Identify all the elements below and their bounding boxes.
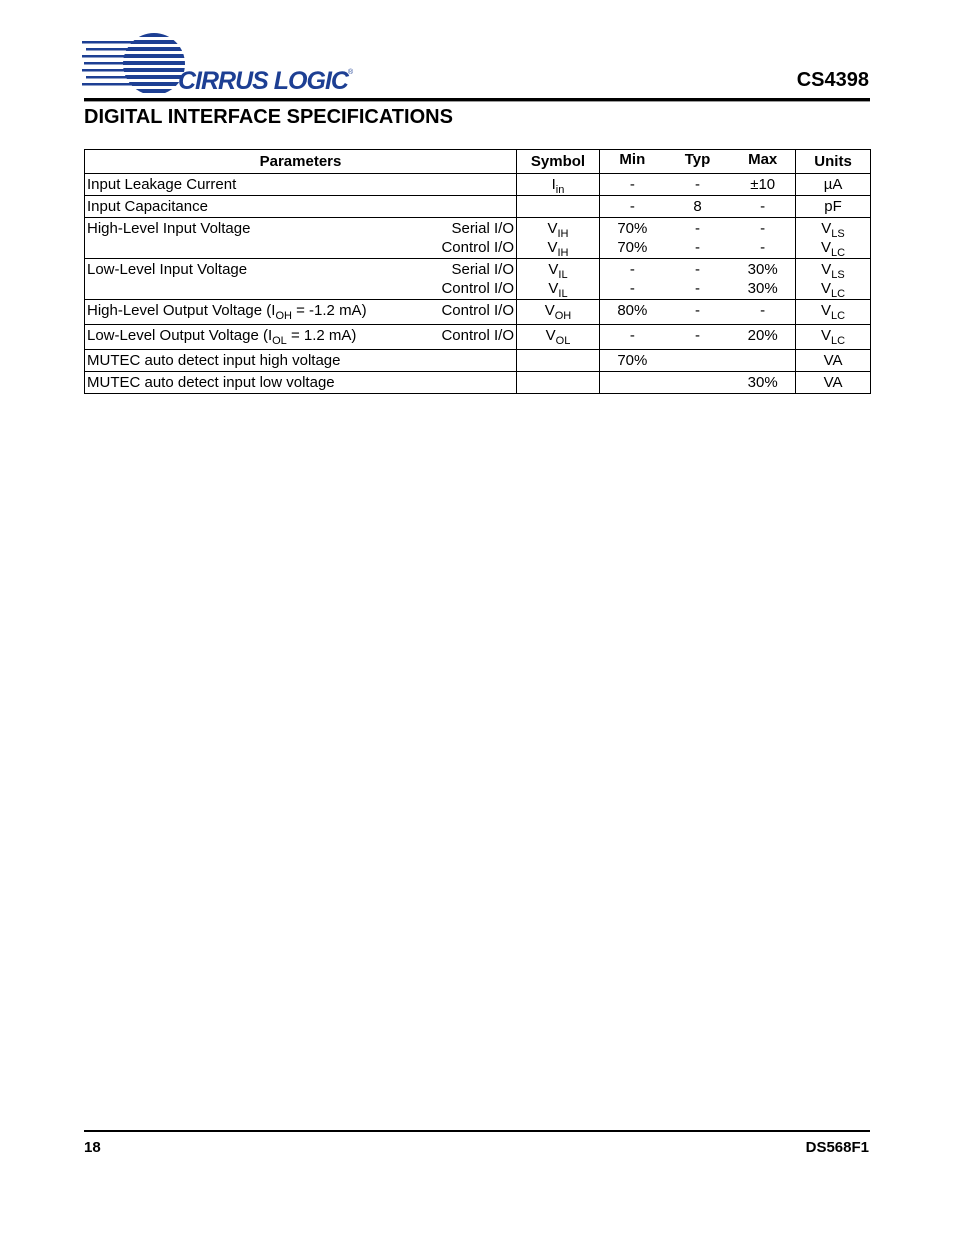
- document-id: DS568F1: [805, 1139, 869, 1156]
- table-header-row: [85, 150, 871, 174]
- values-cell: [600, 350, 796, 372]
- header-min: Min: [619, 151, 646, 168]
- header-typ: Typ: [684, 151, 711, 168]
- param-cell: [85, 218, 517, 259]
- values-cell: [600, 259, 796, 300]
- param-label: Input Capacitance: [87, 198, 208, 215]
- unit-cell: $V_{LS}$ $V_{LC}$: [796, 218, 871, 259]
- section-title: DIGITAL INTERFACE SPECIFICATIONS: [84, 106, 453, 128]
- symbol-cell: [517, 350, 600, 372]
- min-value: 70% 70%: [617, 220, 648, 256]
- min-value: -: [629, 176, 635, 193]
- symbol-cell: $V_{OH}$: [517, 300, 600, 325]
- typ-value: [665, 351, 731, 370]
- values-cell: [600, 300, 796, 325]
- page-number: 18: [84, 1139, 101, 1156]
- symbol-cell: $V_{IL}$ $V_{IL}$: [517, 259, 600, 300]
- table-row: [85, 325, 871, 350]
- symbol-cell: $V_{IH}$ $V_{IH}$: [517, 218, 600, 259]
- max-value: [730, 351, 795, 370]
- max-value: - -: [760, 220, 766, 256]
- max-value: 30% 30%: [747, 261, 778, 297]
- unit-cell: µA: [796, 174, 871, 196]
- param-label: High-Level Output Voltage ($I_{OH} = -1.2$ mA): [87, 302, 367, 322]
- cirrus-logic-logo: [82, 33, 357, 95]
- typ-value: 8: [693, 198, 702, 215]
- unit-cell: VA: [796, 372, 871, 394]
- param-cell: [85, 372, 517, 394]
- values-cell: [600, 196, 796, 218]
- symbol-cell: $V_{OL}$: [517, 325, 600, 350]
- min-value: 80%: [617, 302, 648, 319]
- condition-label: Control I/O: [441, 327, 514, 344]
- condition-label: Serial I/O Control I/O: [441, 220, 514, 256]
- table-row: [85, 350, 871, 372]
- param-cell: [85, 350, 517, 372]
- header-min-typ-max: [600, 150, 796, 174]
- header-max: Max: [748, 151, 778, 168]
- part-number: CS4398: [796, 69, 869, 91]
- max-value: -: [760, 198, 766, 215]
- table-row: [85, 174, 871, 196]
- table-row: [85, 300, 871, 325]
- param-cell: [85, 325, 517, 350]
- param-label: Input Leakage Current: [87, 176, 237, 193]
- header-units: Units: [796, 150, 871, 174]
- param-label: MUTEC auto detect input high voltage: [87, 352, 341, 369]
- header-parameters: Parameters: [85, 150, 517, 174]
- table-row: [85, 218, 871, 259]
- param-cell: [85, 174, 517, 196]
- typ-value: [665, 373, 731, 392]
- unit-cell: $V_{LS}$ $V_{LC}$: [796, 259, 871, 300]
- svg-text:®: ®: [348, 69, 354, 76]
- symbol-cell: $I_{in}$: [517, 174, 600, 196]
- param-label: MUTEC auto detect input low voltage: [87, 374, 335, 391]
- unit-cell: $V_{LC}$: [796, 325, 871, 350]
- max-value: ±10: [750, 176, 776, 193]
- table-row: [85, 372, 871, 394]
- typ-value: - -: [695, 220, 700, 256]
- condition-label: Control I/O: [441, 302, 514, 319]
- max-value: 30%: [747, 374, 778, 391]
- values-cell: [600, 174, 796, 196]
- values-cell: [600, 325, 796, 350]
- param-label: High-Level Input Voltage: [87, 220, 251, 237]
- unit-cell: $V_{LC}$: [796, 300, 871, 325]
- typ-value: -: [695, 176, 700, 193]
- symbol-cell: [517, 372, 600, 394]
- logo-wordmark: CIRRUS LOGIC: [178, 67, 348, 95]
- unit-cell: VA: [796, 350, 871, 372]
- header-rule: [84, 98, 870, 102]
- values-cell: [600, 218, 796, 259]
- min-value: -: [629, 327, 635, 344]
- header-symbol: Symbol: [517, 150, 600, 174]
- param-label: Low-Level Input Voltage: [87, 261, 248, 278]
- min-value: 70%: [617, 352, 648, 369]
- param-cell: [85, 259, 517, 300]
- values-cell: [600, 372, 796, 394]
- min-value: - -: [629, 261, 635, 297]
- unit-cell: pF: [796, 196, 871, 218]
- symbol-cell: [517, 196, 600, 218]
- max-value: -: [760, 302, 766, 319]
- param-label: Low-Level Output Voltage ($I_{OL} = 1.2$ mA): [87, 327, 357, 347]
- max-value: 20%: [747, 327, 778, 344]
- param-cell: [85, 196, 517, 218]
- digital-interface-spec-table: [84, 149, 871, 394]
- footer-rule: [84, 1130, 870, 1132]
- typ-value: - -: [695, 261, 700, 297]
- min-value: -: [629, 198, 635, 215]
- typ-value: -: [695, 327, 700, 344]
- table-row: [85, 259, 871, 300]
- min-value: [600, 373, 665, 392]
- param-cell: [85, 300, 517, 325]
- typ-value: -: [695, 302, 700, 319]
- condition-label: Serial I/O Control I/O: [441, 261, 514, 297]
- table-row: [85, 196, 871, 218]
